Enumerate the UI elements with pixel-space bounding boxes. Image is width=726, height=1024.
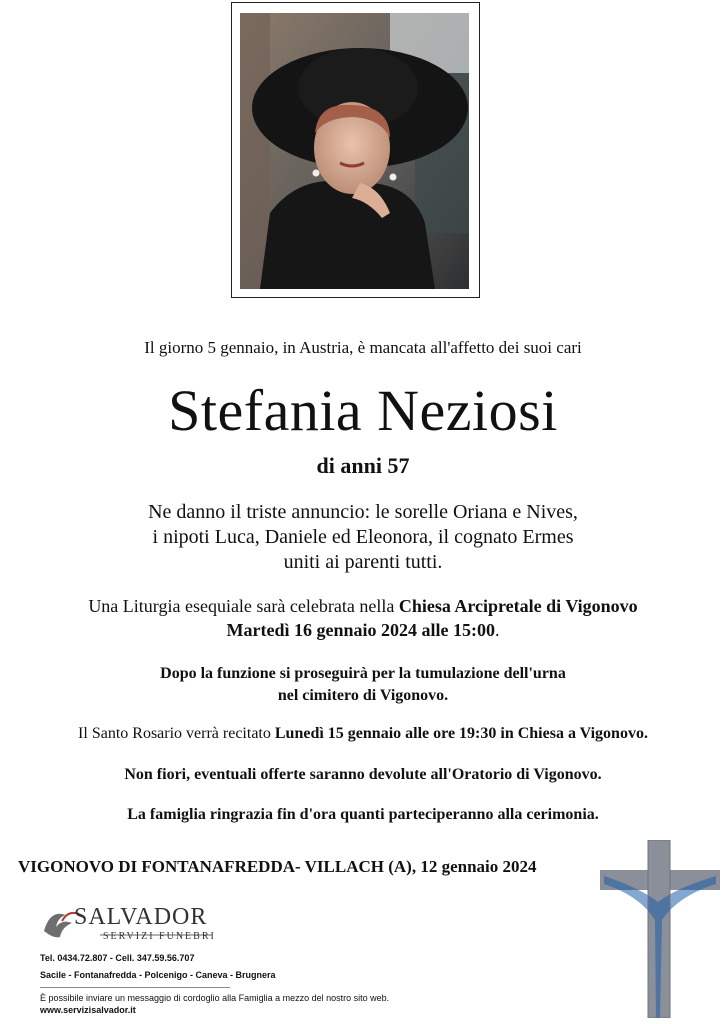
funeral-home-name: SALVADOR <box>74 904 208 930</box>
flowers-notice: Non fiori, eventuali offerte saranno devolute all'Oratorio di Vigonovo. <box>124 766 602 783</box>
burial-notice <box>0 663 726 707</box>
rosary-details: Lunedì 15 gennaio alle ore 19:30 in Chiesa a Vigonovo. <box>274 725 648 742</box>
liturgy-suffix: . <box>494 620 500 640</box>
funeral-home-phones: Tel. 0434.72.807 - Cell. 347.59.56.707 <box>40 953 195 963</box>
portrait-photo <box>240 13 469 289</box>
announcement <box>0 500 726 575</box>
funeral-home-subtitle: SERVIZI FUNEBRI <box>103 931 216 942</box>
portrait-photo-frame <box>231 2 480 298</box>
divider <box>40 987 230 988</box>
burial-line: Dopo la funzione si proseguirà per la tumulazione dell'urna <box>160 665 566 682</box>
intro-text: Il giorno 5 gennaio, in Austria, è mancata all'affetto dei suoi cari <box>144 338 582 357</box>
liturgy-prefix: Una Liturgia esequiale sarà celebrata nella <box>88 596 399 616</box>
rosary-notice <box>0 725 726 743</box>
deceased-age: di anni 57 <box>316 453 410 478</box>
deceased-name: Stefania Neziosi <box>168 378 558 443</box>
announcement-line: i nipoti Luca, Daniele ed Eleonora, il cognato Ermes <box>152 526 574 548</box>
website-link[interactable]: www.servizisalvador.it <box>40 1005 136 1015</box>
liturgy-church: Chiesa Arcipretale di Vigonovo <box>398 596 638 616</box>
rosary-prefix: Il Santo Rosario verrà recitato <box>78 725 275 742</box>
place-date: VIGONOVO DI FONTANAFREDDA- VILLACH (A), 12 gennaio 2024 <box>18 857 537 876</box>
liturgy-notice <box>0 594 726 642</box>
condolence-note: È possibile inviare un messaggio di cordoglio alla Famiglia a mezzo del nostro sito web. <box>40 993 390 1003</box>
funeral-home-towns: Sacile - Fontanafredda - Polcenigo - Caneva - Brugnera <box>40 970 276 980</box>
burial-line: nel cimitero di Vigonovo. <box>277 687 449 704</box>
thanks-notice: La famiglia ringrazia fin d'ora quanti parteciperanno alla cerimonia. <box>127 806 599 823</box>
announcement-line: uniti ai parenti tutti. <box>283 551 443 573</box>
crucifix-icon <box>600 840 720 1018</box>
announcement-line: Ne danno il triste annuncio: le sorelle Oriana e Nives, <box>148 501 578 523</box>
liturgy-date: Martedì 16 gennaio 2024 alle 15:00 <box>226 620 495 640</box>
